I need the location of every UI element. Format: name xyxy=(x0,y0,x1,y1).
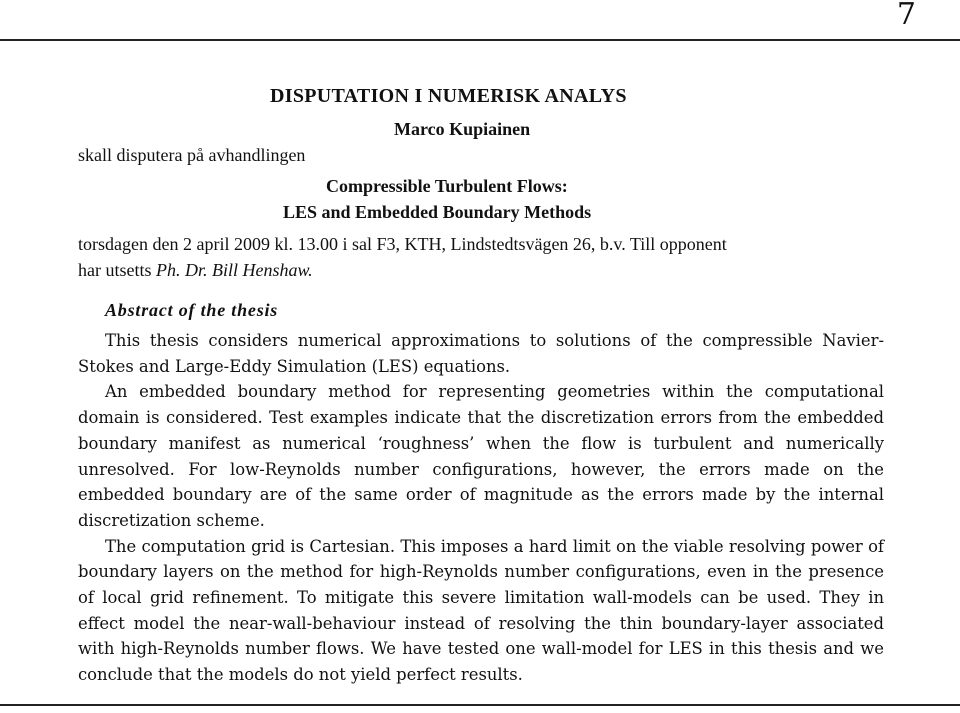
abstract-paragraph: The computation grid is Cartesian. This imposes a hard limit on the viable resolving power of boundary layers on the method for high-Reynolds number configurations, even in the presence of local grid refinement. To mitigate this severe limitation wall-models can be used. They in effect model the near-wall-behaviour instead of resolving the thin boundary-layer associated with high-Reynolds number flows. We have tested one wall-model for LES in this thesis and we conclude that the models do not yield perfect results. xyxy=(78,536,884,685)
thesis-title-line-2: LES and Embedded Boundary Methods xyxy=(283,202,592,222)
page-number: 7 xyxy=(896,0,916,32)
disputation-heading: DISPUTATION I NUMERISK ANALYS xyxy=(270,85,627,107)
opponent-prefix: har utsetts xyxy=(78,260,156,280)
intro-text: skall disputera på avhandlingen xyxy=(78,145,306,165)
opponent-name: Ph. Dr. Bill Henshaw. xyxy=(156,260,313,280)
abstract-heading: Abstract of the thesis xyxy=(105,300,279,320)
thesis-title-line-1: Compressible Turbulent Flows: xyxy=(326,176,568,196)
date-place-text: torsdagen den 2 april 2009 kl. 13.00 i sal F3, KTH, Lindstedtsvägen 26, b.v. Till opponent xyxy=(78,234,727,254)
abstract-paragraph: An embedded boundary method for representing geometries within the computational domain is considered. Test examples indicate that the discretization errors from the embedded boundary manifest as numerical ‘roughness’ when the flow is turbulent and numerically unresolved. For low-Reynolds number configurations, however, the errors made on the embedded boundary are of the same order of magnitude as the errors made by the internal discretization scheme. xyxy=(78,382,884,530)
bottom-rule xyxy=(0,704,960,706)
abstract-body xyxy=(78,328,884,688)
candidate-name: Marco Kupiainen xyxy=(394,119,531,139)
opponent-line xyxy=(78,260,313,281)
top-rule xyxy=(0,39,960,41)
abstract-paragraph: This thesis considers numerical approximations to solutions of the compressible Navier-Stokes and Large-Eddy Simulation (LES) equations. xyxy=(78,331,884,376)
